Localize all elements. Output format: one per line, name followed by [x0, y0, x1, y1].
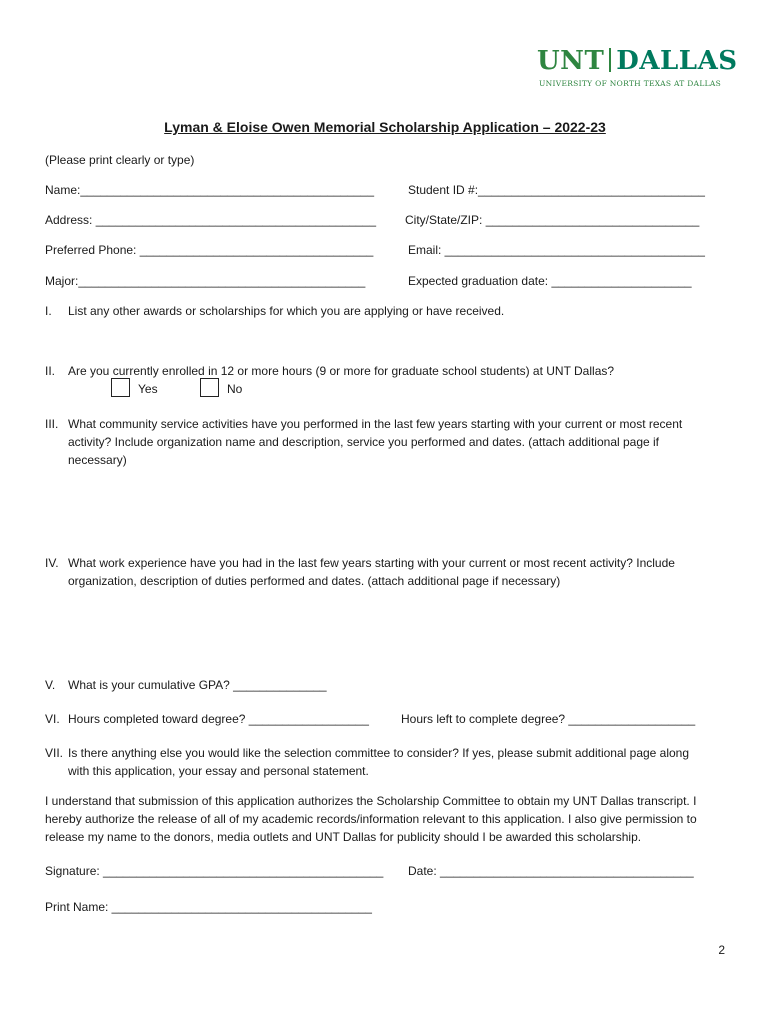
form-title: Lyman & Eloise Owen Memorial Scholarship Application – 2022-23	[164, 119, 606, 135]
q6-number: VI.	[45, 712, 60, 726]
q3-text: What community service activities have you performed in the last few years starting with your current or most recent activity? Include organization name and description, service you performed and dates. (attach additional page if necessary)	[68, 417, 683, 467]
q2-text: Are you currently enrolled in 12 or more hours (9 or more for graduate school students) at UNT Dallas?	[68, 364, 615, 378]
q1-number: I.	[45, 304, 52, 318]
q4-number: IV.	[45, 556, 59, 570]
q7-text: Is there anything else you would like the selection committee to consider? If yes, please submit additional page along with this application, your essay and personal statement.	[68, 746, 690, 778]
city-state-zip-field[interactable]: City/State/ZIP: ________________________________	[405, 213, 700, 227]
unt-dallas-logo	[537, 48, 738, 74]
hours-left-field[interactable]: Hours left to complete degree? ___________________	[401, 712, 696, 726]
instruction-text: (Please print clearly or type)	[45, 153, 195, 167]
q4-text: What work experience have you had in the last few years starting with your current or most recent activity? Include organization, description of duties performed and dates. (attach additional page if necessary)	[68, 556, 675, 588]
hours-completed-field[interactable]: Hours completed toward degree? __________________	[68, 712, 369, 726]
logo-unt: UNT	[537, 46, 605, 76]
gpa-field[interactable]: What is your cumulative GPA? ______________	[68, 678, 327, 692]
authorization-statement: I understand that submission of this application authorizes the Scholarship Committee to obtain my UNT Dallas transcript. I hereby authorize the release of all of my academic records/information relevant to this application. I also give permission to release my name to the donors, media outlets and UNT Dallas for publicity should I be awarded this scholarship.	[45, 794, 697, 844]
no-checkbox[interactable]	[200, 378, 219, 397]
signature-field[interactable]: Signature: __________________________________________	[45, 864, 384, 878]
print-name-field[interactable]: Print Name: _______________________________________	[45, 900, 372, 914]
q3-number: III.	[45, 417, 59, 431]
q5-number: V.	[45, 678, 56, 692]
page-number: 2	[718, 943, 725, 957]
name-field[interactable]: Name:____________________________________________	[45, 183, 374, 197]
yes-checkbox[interactable]	[111, 378, 130, 397]
major-field[interactable]: Major:___________________________________________	[45, 274, 366, 288]
logo-divider	[609, 48, 611, 72]
phone-field[interactable]: Preferred Phone: ___________________________________	[45, 243, 374, 257]
date-field[interactable]: Date: ______________________________________	[408, 864, 694, 878]
q2-number: II.	[45, 364, 56, 378]
logo-subtitle: UNIVERSITY OF NORTH TEXAS AT DALLAS	[539, 79, 722, 88]
address-field[interactable]: Address: __________________________________________	[45, 213, 376, 227]
q7-number: VII.	[45, 746, 64, 760]
yes-label: Yes	[138, 382, 158, 396]
email-field[interactable]: Email: _______________________________________	[408, 243, 705, 257]
logo-dallas: DALLAS	[616, 46, 738, 76]
no-label: No	[227, 382, 243, 396]
graduation-date-field[interactable]: Expected graduation date: _____________________	[408, 274, 692, 288]
student-id-field[interactable]: Student ID #:__________________________________	[408, 183, 705, 197]
q1-text: List any other awards or scholarships for which you are applying or have received.	[68, 304, 505, 318]
